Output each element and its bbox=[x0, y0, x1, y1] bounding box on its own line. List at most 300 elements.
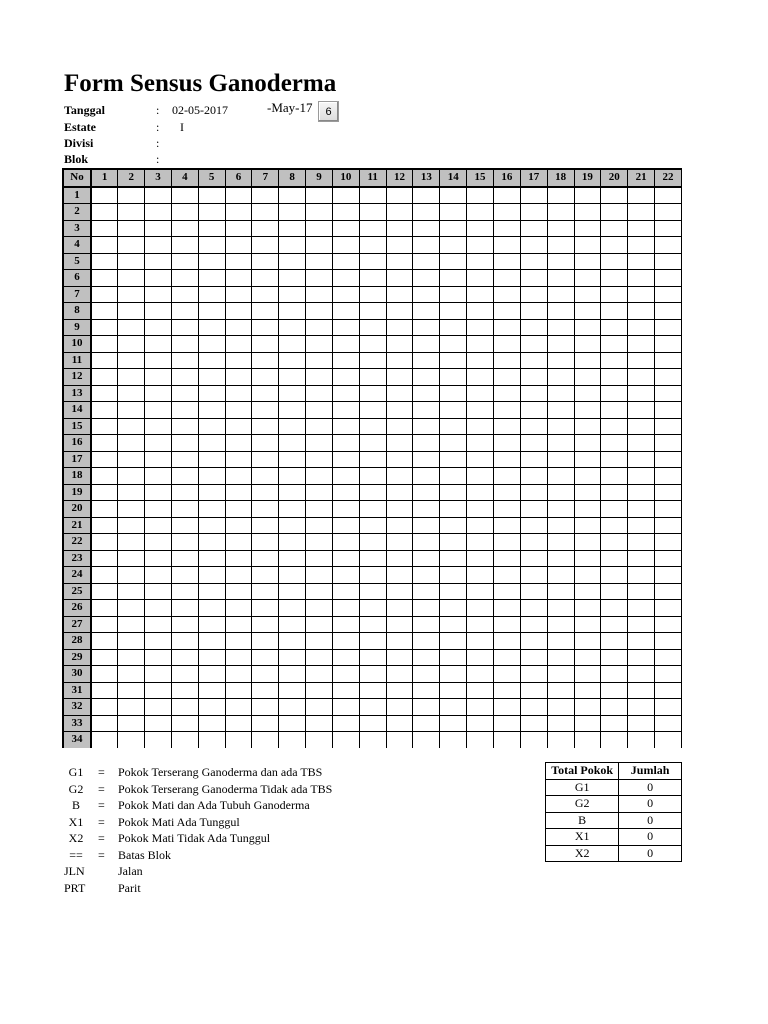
grid-cell[interactable] bbox=[467, 187, 494, 204]
grid-cell[interactable] bbox=[91, 649, 118, 666]
grid-cell[interactable] bbox=[547, 270, 574, 287]
grid-cell[interactable] bbox=[493, 435, 520, 452]
grid-cell[interactable] bbox=[493, 369, 520, 386]
grid-cell[interactable] bbox=[171, 319, 198, 336]
grid-cell[interactable] bbox=[493, 567, 520, 584]
grid-cell[interactable] bbox=[359, 451, 386, 468]
grid-cell[interactable] bbox=[145, 567, 172, 584]
grid-cell[interactable] bbox=[306, 567, 333, 584]
grid-cell[interactable] bbox=[252, 649, 279, 666]
grid-cell[interactable] bbox=[225, 550, 252, 567]
grid-cell[interactable] bbox=[279, 286, 306, 303]
grid-cell[interactable] bbox=[279, 402, 306, 419]
grid-cell[interactable] bbox=[547, 583, 574, 600]
grid-cell[interactable] bbox=[386, 732, 413, 749]
field-value[interactable]: I bbox=[180, 120, 184, 134]
grid-cell[interactable] bbox=[493, 501, 520, 518]
grid-cell[interactable] bbox=[225, 352, 252, 369]
grid-cell[interactable] bbox=[171, 501, 198, 518]
grid-cell[interactable] bbox=[413, 649, 440, 666]
grid-cell[interactable] bbox=[493, 534, 520, 551]
grid-cell[interactable] bbox=[386, 682, 413, 699]
grid-cell[interactable] bbox=[252, 187, 279, 204]
grid-cell[interactable] bbox=[467, 220, 494, 237]
grid-cell[interactable] bbox=[171, 385, 198, 402]
grid-cell[interactable] bbox=[171, 682, 198, 699]
grid-cell[interactable] bbox=[225, 369, 252, 386]
grid-cell[interactable] bbox=[332, 616, 359, 633]
grid-cell[interactable] bbox=[413, 369, 440, 386]
grid-cell[interactable] bbox=[601, 567, 628, 584]
grid-cell[interactable] bbox=[440, 633, 467, 650]
grid-cell[interactable] bbox=[252, 583, 279, 600]
grid-cell[interactable] bbox=[145, 402, 172, 419]
grid-cell[interactable] bbox=[467, 616, 494, 633]
grid-cell[interactable] bbox=[225, 237, 252, 254]
grid-cell[interactable] bbox=[118, 682, 145, 699]
grid-cell[interactable] bbox=[145, 732, 172, 749]
grid-cell[interactable] bbox=[520, 517, 547, 534]
grid-cell[interactable] bbox=[198, 220, 225, 237]
grid-cell[interactable] bbox=[359, 352, 386, 369]
grid-cell[interactable] bbox=[359, 336, 386, 353]
grid-cell[interactable] bbox=[252, 550, 279, 567]
grid-cell[interactable] bbox=[628, 484, 655, 501]
grid-cell[interactable] bbox=[252, 600, 279, 617]
grid-cell[interactable] bbox=[145, 699, 172, 716]
grid-cell[interactable] bbox=[520, 666, 547, 683]
grid-cell[interactable] bbox=[440, 468, 467, 485]
grid-cell[interactable] bbox=[655, 682, 682, 699]
grid-cell[interactable] bbox=[547, 468, 574, 485]
grid-cell[interactable] bbox=[440, 187, 467, 204]
grid-cell[interactable] bbox=[145, 336, 172, 353]
grid-cell[interactable] bbox=[493, 270, 520, 287]
grid-cell[interactable] bbox=[655, 616, 682, 633]
grid-cell[interactable] bbox=[225, 583, 252, 600]
grid-cell[interactable] bbox=[386, 204, 413, 221]
grid-cell[interactable] bbox=[198, 187, 225, 204]
grid-cell[interactable] bbox=[91, 270, 118, 287]
grid-cell[interactable] bbox=[628, 369, 655, 386]
grid-cell[interactable] bbox=[252, 336, 279, 353]
grid-cell[interactable] bbox=[306, 336, 333, 353]
grid-cell[interactable] bbox=[91, 732, 118, 749]
grid-cell[interactable] bbox=[306, 319, 333, 336]
grid-cell[interactable] bbox=[198, 270, 225, 287]
grid-cell[interactable] bbox=[91, 418, 118, 435]
grid-cell[interactable] bbox=[279, 385, 306, 402]
grid-cell[interactable] bbox=[655, 385, 682, 402]
grid-cell[interactable] bbox=[252, 517, 279, 534]
grid-cell[interactable] bbox=[655, 253, 682, 270]
grid-cell[interactable] bbox=[225, 253, 252, 270]
grid-cell[interactable] bbox=[118, 187, 145, 204]
grid-cell[interactable] bbox=[252, 468, 279, 485]
grid-cell[interactable] bbox=[171, 666, 198, 683]
grid-cell[interactable] bbox=[493, 682, 520, 699]
grid-cell[interactable] bbox=[520, 583, 547, 600]
grid-cell[interactable] bbox=[493, 468, 520, 485]
grid-cell[interactable] bbox=[601, 583, 628, 600]
grid-cell[interactable] bbox=[386, 699, 413, 716]
grid-cell[interactable] bbox=[332, 682, 359, 699]
grid-cell[interactable] bbox=[359, 517, 386, 534]
grid-cell[interactable] bbox=[601, 616, 628, 633]
grid-cell[interactable] bbox=[118, 517, 145, 534]
grid-cell[interactable] bbox=[359, 468, 386, 485]
grid-cell[interactable] bbox=[332, 352, 359, 369]
grid-cell[interactable] bbox=[279, 204, 306, 221]
grid-cell[interactable] bbox=[520, 567, 547, 584]
grid-cell[interactable] bbox=[601, 187, 628, 204]
grid-cell[interactable] bbox=[628, 715, 655, 732]
grid-cell[interactable] bbox=[386, 517, 413, 534]
grid-cell[interactable] bbox=[118, 600, 145, 617]
grid-cell[interactable] bbox=[386, 187, 413, 204]
grid-cell[interactable] bbox=[467, 732, 494, 749]
grid-cell[interactable] bbox=[601, 517, 628, 534]
grid-cell[interactable] bbox=[332, 303, 359, 320]
grid-cell[interactable] bbox=[547, 649, 574, 666]
grid-cell[interactable] bbox=[198, 286, 225, 303]
grid-cell[interactable] bbox=[574, 682, 601, 699]
grid-cell[interactable] bbox=[574, 484, 601, 501]
grid-cell[interactable] bbox=[198, 715, 225, 732]
grid-cell[interactable] bbox=[386, 534, 413, 551]
grid-cell[interactable] bbox=[413, 286, 440, 303]
grid-cell[interactable] bbox=[118, 451, 145, 468]
grid-cell[interactable] bbox=[225, 187, 252, 204]
grid-cell[interactable] bbox=[547, 402, 574, 419]
grid-cell[interactable] bbox=[520, 616, 547, 633]
grid-cell[interactable] bbox=[413, 352, 440, 369]
grid-cell[interactable] bbox=[145, 517, 172, 534]
grid-cell[interactable] bbox=[574, 732, 601, 749]
grid-cell[interactable] bbox=[91, 682, 118, 699]
grid-cell[interactable] bbox=[386, 484, 413, 501]
grid-cell[interactable] bbox=[306, 270, 333, 287]
grid-cell[interactable] bbox=[198, 550, 225, 567]
grid-cell[interactable] bbox=[91, 402, 118, 419]
grid-cell[interactable] bbox=[493, 303, 520, 320]
grid-cell[interactable] bbox=[413, 237, 440, 254]
grid-cell[interactable] bbox=[547, 616, 574, 633]
grid-cell[interactable] bbox=[574, 204, 601, 221]
grid-cell[interactable] bbox=[359, 435, 386, 452]
grid-cell[interactable] bbox=[225, 732, 252, 749]
grid-cell[interactable] bbox=[225, 435, 252, 452]
grid-cell[interactable] bbox=[655, 204, 682, 221]
grid-cell[interactable] bbox=[306, 633, 333, 650]
grid-cell[interactable] bbox=[198, 418, 225, 435]
grid-cell[interactable] bbox=[574, 567, 601, 584]
grid-cell[interactable] bbox=[493, 418, 520, 435]
grid-cell[interactable] bbox=[520, 253, 547, 270]
grid-cell[interactable] bbox=[386, 666, 413, 683]
grid-cell[interactable] bbox=[413, 253, 440, 270]
grid-cell[interactable] bbox=[440, 237, 467, 254]
grid-cell[interactable] bbox=[359, 550, 386, 567]
grid-cell[interactable] bbox=[252, 567, 279, 584]
grid-cell[interactable] bbox=[520, 352, 547, 369]
grid-cell[interactable] bbox=[306, 732, 333, 749]
grid-cell[interactable] bbox=[359, 715, 386, 732]
grid-cell[interactable] bbox=[440, 501, 467, 518]
grid-cell[interactable] bbox=[574, 319, 601, 336]
grid-cell[interactable] bbox=[171, 270, 198, 287]
grid-cell[interactable] bbox=[547, 220, 574, 237]
grid-cell[interactable] bbox=[359, 616, 386, 633]
grid-cell[interactable] bbox=[520, 468, 547, 485]
grid-cell[interactable] bbox=[198, 534, 225, 551]
grid-cell[interactable] bbox=[601, 418, 628, 435]
grid-cell[interactable] bbox=[225, 682, 252, 699]
grid-cell[interactable] bbox=[467, 418, 494, 435]
grid-cell[interactable] bbox=[547, 517, 574, 534]
grid-cell[interactable] bbox=[413, 616, 440, 633]
grid-cell[interactable] bbox=[91, 534, 118, 551]
grid-cell[interactable] bbox=[655, 732, 682, 749]
grid-cell[interactable] bbox=[91, 501, 118, 518]
grid-cell[interactable] bbox=[252, 682, 279, 699]
grid-cell[interactable] bbox=[118, 666, 145, 683]
grid-cell[interactable] bbox=[171, 451, 198, 468]
grid-cell[interactable] bbox=[91, 336, 118, 353]
grid-cell[interactable] bbox=[628, 501, 655, 518]
grid-cell[interactable] bbox=[306, 303, 333, 320]
grid-cell[interactable] bbox=[171, 435, 198, 452]
grid-cell[interactable] bbox=[198, 336, 225, 353]
grid-cell[interactable] bbox=[413, 336, 440, 353]
grid-cell[interactable] bbox=[332, 204, 359, 221]
grid-cell[interactable] bbox=[145, 583, 172, 600]
grid-cell[interactable] bbox=[493, 237, 520, 254]
grid-cell[interactable] bbox=[520, 319, 547, 336]
grid-cell[interactable] bbox=[440, 286, 467, 303]
grid-cell[interactable] bbox=[493, 402, 520, 419]
grid-cell[interactable] bbox=[359, 732, 386, 749]
grid-cell[interactable] bbox=[547, 633, 574, 650]
grid-cell[interactable] bbox=[198, 237, 225, 254]
grid-cell[interactable] bbox=[91, 369, 118, 386]
grid-cell[interactable] bbox=[225, 468, 252, 485]
grid-cell[interactable] bbox=[306, 699, 333, 716]
grid-cell[interactable] bbox=[628, 468, 655, 485]
grid-cell[interactable] bbox=[547, 204, 574, 221]
grid-cell[interactable] bbox=[547, 699, 574, 716]
grid-cell[interactable] bbox=[91, 451, 118, 468]
grid-cell[interactable] bbox=[279, 352, 306, 369]
grid-cell[interactable] bbox=[279, 369, 306, 386]
grid-cell[interactable] bbox=[440, 616, 467, 633]
grid-cell[interactable] bbox=[493, 187, 520, 204]
grid-cell[interactable] bbox=[198, 253, 225, 270]
grid-cell[interactable] bbox=[91, 633, 118, 650]
grid-cell[interactable] bbox=[306, 715, 333, 732]
grid-cell[interactable] bbox=[118, 633, 145, 650]
grid-cell[interactable] bbox=[440, 435, 467, 452]
grid-cell[interactable] bbox=[413, 732, 440, 749]
grid-cell[interactable] bbox=[332, 435, 359, 452]
grid-cell[interactable] bbox=[145, 187, 172, 204]
grid-cell[interactable] bbox=[306, 666, 333, 683]
grid-cell[interactable] bbox=[279, 517, 306, 534]
grid-cell[interactable] bbox=[145, 220, 172, 237]
grid-cell[interactable] bbox=[332, 270, 359, 287]
grid-cell[interactable] bbox=[145, 303, 172, 320]
grid-cell[interactable] bbox=[413, 484, 440, 501]
grid-cell[interactable] bbox=[386, 567, 413, 584]
grid-cell[interactable] bbox=[628, 633, 655, 650]
grid-cell[interactable] bbox=[520, 270, 547, 287]
grid-cell[interactable] bbox=[601, 385, 628, 402]
grid-cell[interactable] bbox=[279, 649, 306, 666]
grid-cell[interactable] bbox=[574, 451, 601, 468]
grid-cell[interactable] bbox=[252, 352, 279, 369]
grid-cell[interactable] bbox=[118, 567, 145, 584]
grid-cell[interactable] bbox=[493, 451, 520, 468]
grid-cell[interactable] bbox=[655, 583, 682, 600]
grid-cell[interactable] bbox=[547, 319, 574, 336]
grid-cell[interactable] bbox=[171, 732, 198, 749]
grid-cell[interactable] bbox=[386, 435, 413, 452]
grid-cell[interactable] bbox=[413, 517, 440, 534]
grid-cell[interactable] bbox=[628, 402, 655, 419]
grid-cell[interactable] bbox=[628, 534, 655, 551]
grid-cell[interactable] bbox=[601, 649, 628, 666]
grid-cell[interactable] bbox=[252, 319, 279, 336]
grid-cell[interactable] bbox=[493, 715, 520, 732]
grid-cell[interactable] bbox=[413, 402, 440, 419]
grid-cell[interactable] bbox=[440, 715, 467, 732]
grid-cell[interactable] bbox=[171, 715, 198, 732]
grid-cell[interactable] bbox=[359, 484, 386, 501]
grid-cell[interactable] bbox=[601, 699, 628, 716]
grid-cell[interactable] bbox=[413, 583, 440, 600]
grid-cell[interactable] bbox=[440, 303, 467, 320]
spinner-button[interactable]: 6 bbox=[318, 101, 339, 122]
grid-cell[interactable] bbox=[467, 534, 494, 551]
grid-cell[interactable] bbox=[440, 402, 467, 419]
grid-cell[interactable] bbox=[574, 501, 601, 518]
grid-cell[interactable] bbox=[359, 699, 386, 716]
grid-cell[interactable] bbox=[225, 336, 252, 353]
grid-cell[interactable] bbox=[467, 237, 494, 254]
grid-cell[interactable] bbox=[306, 237, 333, 254]
grid-cell[interactable] bbox=[467, 204, 494, 221]
grid-cell[interactable] bbox=[171, 402, 198, 419]
grid-cell[interactable] bbox=[171, 468, 198, 485]
grid-cell[interactable] bbox=[574, 616, 601, 633]
grid-cell[interactable] bbox=[628, 600, 655, 617]
grid-cell[interactable] bbox=[628, 567, 655, 584]
grid-cell[interactable] bbox=[91, 286, 118, 303]
grid-cell[interactable] bbox=[440, 270, 467, 287]
grid-cell[interactable] bbox=[440, 336, 467, 353]
grid-cell[interactable] bbox=[225, 451, 252, 468]
grid-cell[interactable] bbox=[547, 237, 574, 254]
grid-cell[interactable] bbox=[628, 237, 655, 254]
grid-cell[interactable] bbox=[91, 385, 118, 402]
grid-cell[interactable] bbox=[547, 303, 574, 320]
grid-cell[interactable] bbox=[171, 633, 198, 650]
grid-cell[interactable] bbox=[279, 253, 306, 270]
grid-cell[interactable] bbox=[306, 286, 333, 303]
grid-cell[interactable] bbox=[279, 270, 306, 287]
grid-cell[interactable] bbox=[467, 715, 494, 732]
grid-cell[interactable] bbox=[145, 616, 172, 633]
grid-cell[interactable] bbox=[198, 352, 225, 369]
grid-cell[interactable] bbox=[91, 468, 118, 485]
grid-cell[interactable] bbox=[520, 715, 547, 732]
grid-cell[interactable] bbox=[413, 187, 440, 204]
grid-cell[interactable] bbox=[118, 253, 145, 270]
grid-cell[interactable] bbox=[413, 633, 440, 650]
grid-cell[interactable] bbox=[359, 237, 386, 254]
grid-cell[interactable] bbox=[655, 369, 682, 386]
grid-cell[interactable] bbox=[547, 418, 574, 435]
grid-cell[interactable] bbox=[628, 682, 655, 699]
grid-cell[interactable] bbox=[386, 616, 413, 633]
grid-cell[interactable] bbox=[574, 715, 601, 732]
grid-cell[interactable] bbox=[91, 220, 118, 237]
grid-cell[interactable] bbox=[386, 583, 413, 600]
grid-cell[interactable] bbox=[520, 204, 547, 221]
grid-cell[interactable] bbox=[440, 204, 467, 221]
grid-cell[interactable] bbox=[628, 187, 655, 204]
grid-cell[interactable] bbox=[306, 253, 333, 270]
grid-cell[interactable] bbox=[467, 699, 494, 716]
grid-cell[interactable] bbox=[493, 732, 520, 749]
grid-cell[interactable] bbox=[91, 666, 118, 683]
grid-cell[interactable] bbox=[440, 682, 467, 699]
grid-cell[interactable] bbox=[628, 616, 655, 633]
grid-cell[interactable] bbox=[171, 352, 198, 369]
grid-cell[interactable] bbox=[655, 649, 682, 666]
grid-cell[interactable] bbox=[386, 600, 413, 617]
grid-cell[interactable] bbox=[520, 534, 547, 551]
grid-cell[interactable] bbox=[171, 567, 198, 584]
grid-cell[interactable] bbox=[332, 600, 359, 617]
grid-cell[interactable] bbox=[386, 303, 413, 320]
grid-cell[interactable] bbox=[306, 204, 333, 221]
grid-cell[interactable] bbox=[493, 385, 520, 402]
grid-cell[interactable] bbox=[198, 451, 225, 468]
grid-cell[interactable] bbox=[467, 682, 494, 699]
grid-cell[interactable] bbox=[520, 369, 547, 386]
grid-cell[interactable] bbox=[332, 517, 359, 534]
grid-cell[interactable] bbox=[467, 649, 494, 666]
grid-cell[interactable] bbox=[386, 418, 413, 435]
grid-cell[interactable] bbox=[413, 534, 440, 551]
grid-cell[interactable] bbox=[118, 534, 145, 551]
grid-cell[interactable] bbox=[91, 484, 118, 501]
grid-cell[interactable] bbox=[306, 550, 333, 567]
grid-cell[interactable] bbox=[279, 567, 306, 584]
grid-cell[interactable] bbox=[306, 484, 333, 501]
grid-cell[interactable] bbox=[440, 583, 467, 600]
grid-cell[interactable] bbox=[655, 451, 682, 468]
grid-cell[interactable] bbox=[359, 583, 386, 600]
grid-cell[interactable] bbox=[118, 501, 145, 518]
grid-cell[interactable] bbox=[332, 237, 359, 254]
grid-cell[interactable] bbox=[225, 385, 252, 402]
grid-cell[interactable] bbox=[306, 517, 333, 534]
grid-cell[interactable] bbox=[386, 550, 413, 567]
grid-cell[interactable] bbox=[574, 336, 601, 353]
grid-cell[interactable] bbox=[493, 600, 520, 617]
